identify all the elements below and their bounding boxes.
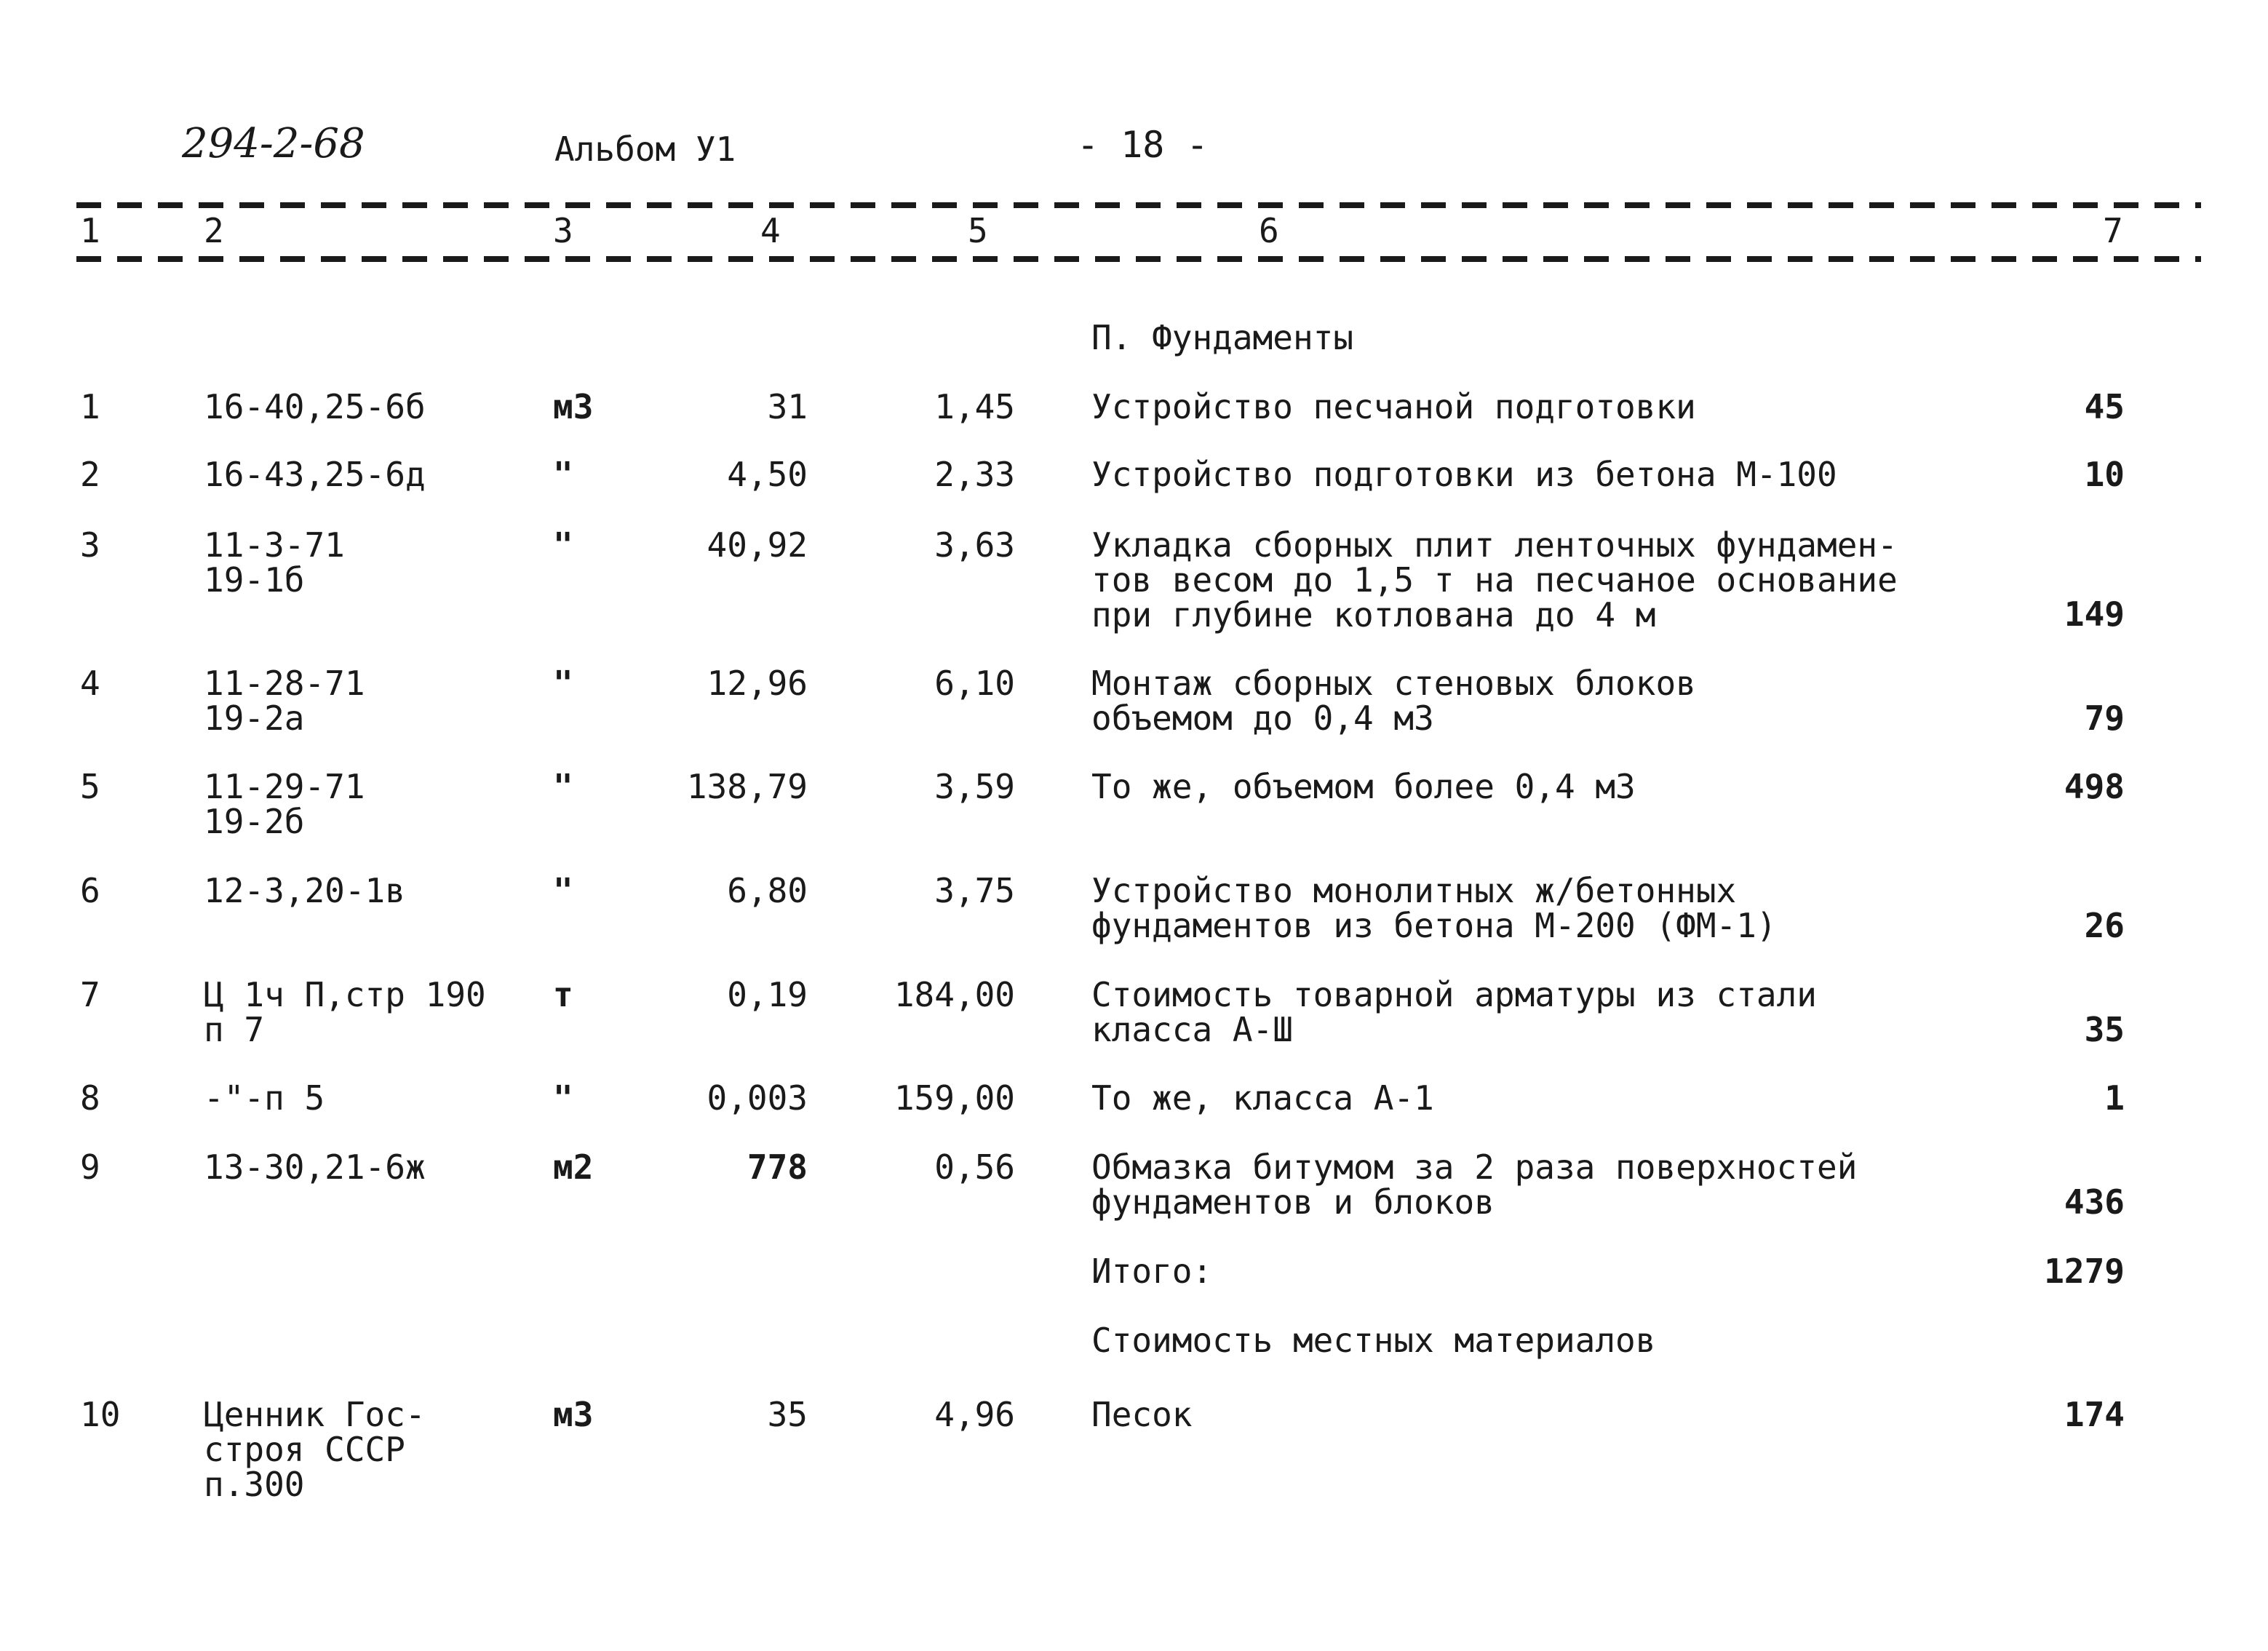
row-9-total: 436 xyxy=(2064,1182,2125,1222)
row-4-code: 11-28-71 19-2а xyxy=(204,664,365,738)
row-8-description: То же, класса А-1 xyxy=(1091,1078,1434,1118)
row-2-number: 2 xyxy=(80,455,100,494)
row-8-unit: " xyxy=(553,1078,573,1118)
row-3-code: 11-3-71 19-1б xyxy=(204,525,345,600)
row-5-unit-price: 3,59 xyxy=(934,767,1015,806)
row-4-description: Монтаж сборных стеновых блоков объемом до 0,4 м3 xyxy=(1091,664,1696,738)
column-number-5: 5 xyxy=(968,211,988,250)
row-1-code: 16-40,25-6б xyxy=(204,387,426,426)
row-4-quantity: 12,96 xyxy=(707,664,808,703)
subtotal-value: 1279 xyxy=(2044,1252,2125,1291)
row-6-description: Устройство монолитных ж/бетонных фундаментов из бетона М-200 (ФМ-1) xyxy=(1091,871,1777,945)
row-3-total: 149 xyxy=(2064,594,2125,634)
row-4-number: 4 xyxy=(80,664,100,703)
row-3-number: 3 xyxy=(80,525,100,565)
row-5-quantity: 138,79 xyxy=(686,767,808,806)
row-2-code: 16-43,25-6д xyxy=(204,455,426,494)
row-6-unit: " xyxy=(553,871,573,910)
row-9-number: 9 xyxy=(80,1147,100,1187)
row-9-unit: м2 xyxy=(553,1147,594,1187)
row-5-total: 498 xyxy=(2064,767,2125,806)
row-6-unit-price: 3,75 xyxy=(934,871,1015,910)
row-10-unit: м3 xyxy=(553,1395,594,1434)
row-3-unit: " xyxy=(553,525,573,565)
column-number-2: 2 xyxy=(204,211,224,250)
row-7-code: Ц 1ч П,стр 190 п 7 xyxy=(204,975,486,1049)
header-rule-bottom xyxy=(76,256,2201,262)
row-10-unit-price: 4,96 xyxy=(934,1395,1015,1434)
row-3-unit-price: 3,63 xyxy=(934,525,1015,565)
section-title: П. Фундаменты xyxy=(1091,318,1354,357)
row-3-quantity: 40,92 xyxy=(707,525,808,565)
row-8-quantity: 0,003 xyxy=(707,1078,808,1118)
row-2-total: 10 xyxy=(2084,455,2125,494)
row-7-number: 7 xyxy=(80,975,100,1014)
row-3-description: Укладка сборных плит ленточных фундамен- тов весом до 1,5 т на песчаное основание при глубине котлована до 4 м xyxy=(1091,525,1898,634)
row-10-quantity: 35 xyxy=(767,1395,808,1434)
row-7-quantity: 0,19 xyxy=(727,975,808,1014)
row-9-quantity: 778 xyxy=(747,1147,808,1187)
row-8-number: 8 xyxy=(80,1078,100,1118)
column-number-3: 3 xyxy=(553,211,573,250)
local-materials-title: Стоимость местных материалов xyxy=(1091,1321,1656,1360)
row-1-number: 1 xyxy=(80,387,100,426)
row-8-code: -"-п 5 xyxy=(204,1078,325,1118)
row-5-number: 5 xyxy=(80,767,100,806)
column-number-4: 4 xyxy=(760,211,781,250)
row-1-unit: м3 xyxy=(553,387,594,426)
row-7-description: Стоимость товарной арматуры из стали класса А-Ш xyxy=(1091,975,1817,1049)
column-number-6: 6 xyxy=(1259,211,1279,250)
row-7-unit-price: 184,00 xyxy=(894,975,1015,1014)
row-9-description: Обмазка битумом за 2 раза поверхностей фундаментов и блоков xyxy=(1091,1147,1858,1222)
row-7-unit: т xyxy=(553,975,573,1014)
row-10-description: Песок xyxy=(1091,1395,1193,1434)
row-8-unit-price: 159,00 xyxy=(894,1078,1015,1118)
column-number-7: 7 xyxy=(2103,211,2123,250)
row-8-total: 1 xyxy=(2104,1078,2125,1118)
row-1-description: Устройство песчаной подготовки xyxy=(1091,387,1696,426)
row-9-unit-price: 0,56 xyxy=(934,1147,1015,1187)
row-2-quantity: 4,50 xyxy=(727,455,808,494)
row-10-number: 10 xyxy=(80,1395,121,1434)
album-label: Альбом У1 xyxy=(554,130,736,169)
row-4-unit: " xyxy=(553,664,573,703)
row-5-unit: " xyxy=(553,767,573,806)
row-1-quantity: 31 xyxy=(767,387,808,426)
row-6-quantity: 6,80 xyxy=(727,871,808,910)
row-4-total: 79 xyxy=(2084,699,2125,738)
row-5-description: То же, объемом более 0,4 м3 xyxy=(1091,767,1636,806)
subtotal-label: Итого: xyxy=(1091,1252,1213,1291)
row-5-code: 11-29-71 19-2б xyxy=(204,767,365,841)
header-rule-top xyxy=(76,202,2201,208)
column-number-1: 1 xyxy=(80,211,100,250)
row-1-unit-price: 1,45 xyxy=(934,387,1015,426)
row-2-unit: " xyxy=(553,455,573,494)
document-code: 294-2-68 xyxy=(182,120,365,167)
page-number: - 18 - xyxy=(1077,124,1209,166)
row-7-total: 35 xyxy=(2084,1010,2125,1049)
row-9-code: 13-30,21-6ж xyxy=(204,1147,426,1187)
row-6-number: 6 xyxy=(80,871,100,910)
row-2-unit-price: 2,33 xyxy=(934,455,1015,494)
row-4-unit-price: 6,10 xyxy=(934,664,1015,703)
row-1-total: 45 xyxy=(2084,387,2125,426)
row-10-total: 174 xyxy=(2064,1395,2125,1434)
row-6-total: 26 xyxy=(2084,906,2125,945)
row-2-description: Устройство подготовки из бетона М-100 xyxy=(1091,455,1837,494)
row-10-code: Ценник Гос- строя СССР п.300 xyxy=(204,1395,426,1504)
row-6-code: 12-3,20-1в xyxy=(204,871,405,910)
